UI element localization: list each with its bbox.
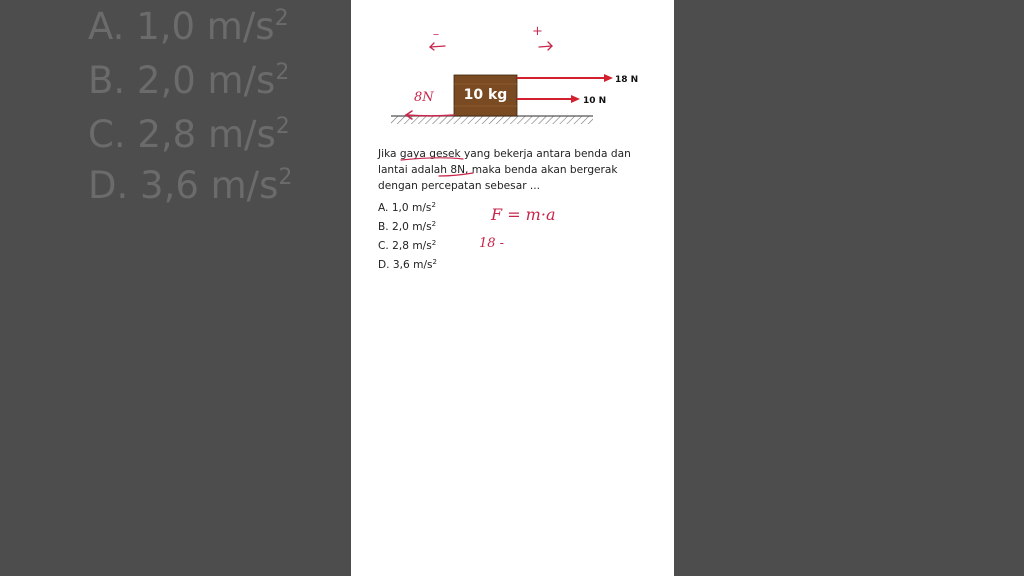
document-page <box>351 0 674 576</box>
zoomed-options-background <box>88 0 348 576</box>
sign-negative: – <box>433 27 439 41</box>
zoomed-option-a: A. 1,0 $m/s^2$ <box>88 5 289 48</box>
floor-hatch <box>391 116 593 124</box>
question-text: Jika gaya gesek yang bekerja antara benda dan lantai adalah 8N, maka benda akan bergerak dengan percepatan sebesar ... <box>378 148 631 192</box>
force-diagram <box>351 0 674 140</box>
option-a[interactable]: A. 1,0 $m/s^2$ <box>378 201 436 214</box>
option-b[interactable]: B. 2,0 $m/s^2$ <box>378 220 437 233</box>
force-arrowhead-10n <box>571 95 580 103</box>
friction-label: 8N <box>414 90 434 105</box>
sign-positive: + <box>532 24 543 39</box>
answer-options <box>378 197 437 273</box>
zoomed-option-b: B. 2,0 $m/s^2$ <box>88 59 290 102</box>
option-c[interactable]: C. 2,8 $m/s^2$ <box>378 239 437 252</box>
mass-label: 10 kg <box>463 87 508 103</box>
zoomed-option-d: D. 3,6 $m/s^2$ <box>88 164 293 207</box>
formula-annotation: F = m·a <box>491 205 556 224</box>
force-label-10n: 10 N <box>583 96 607 106</box>
force-label-18n: 18 N <box>615 75 639 85</box>
partial-calculation: 18 - <box>479 236 505 251</box>
option-d[interactable]: D. 3,6 $m/s^2$ <box>378 258 437 271</box>
zoomed-option-c: C. 2,8 $m/s^2$ <box>88 113 290 156</box>
force-arrowhead-18n <box>604 74 613 82</box>
